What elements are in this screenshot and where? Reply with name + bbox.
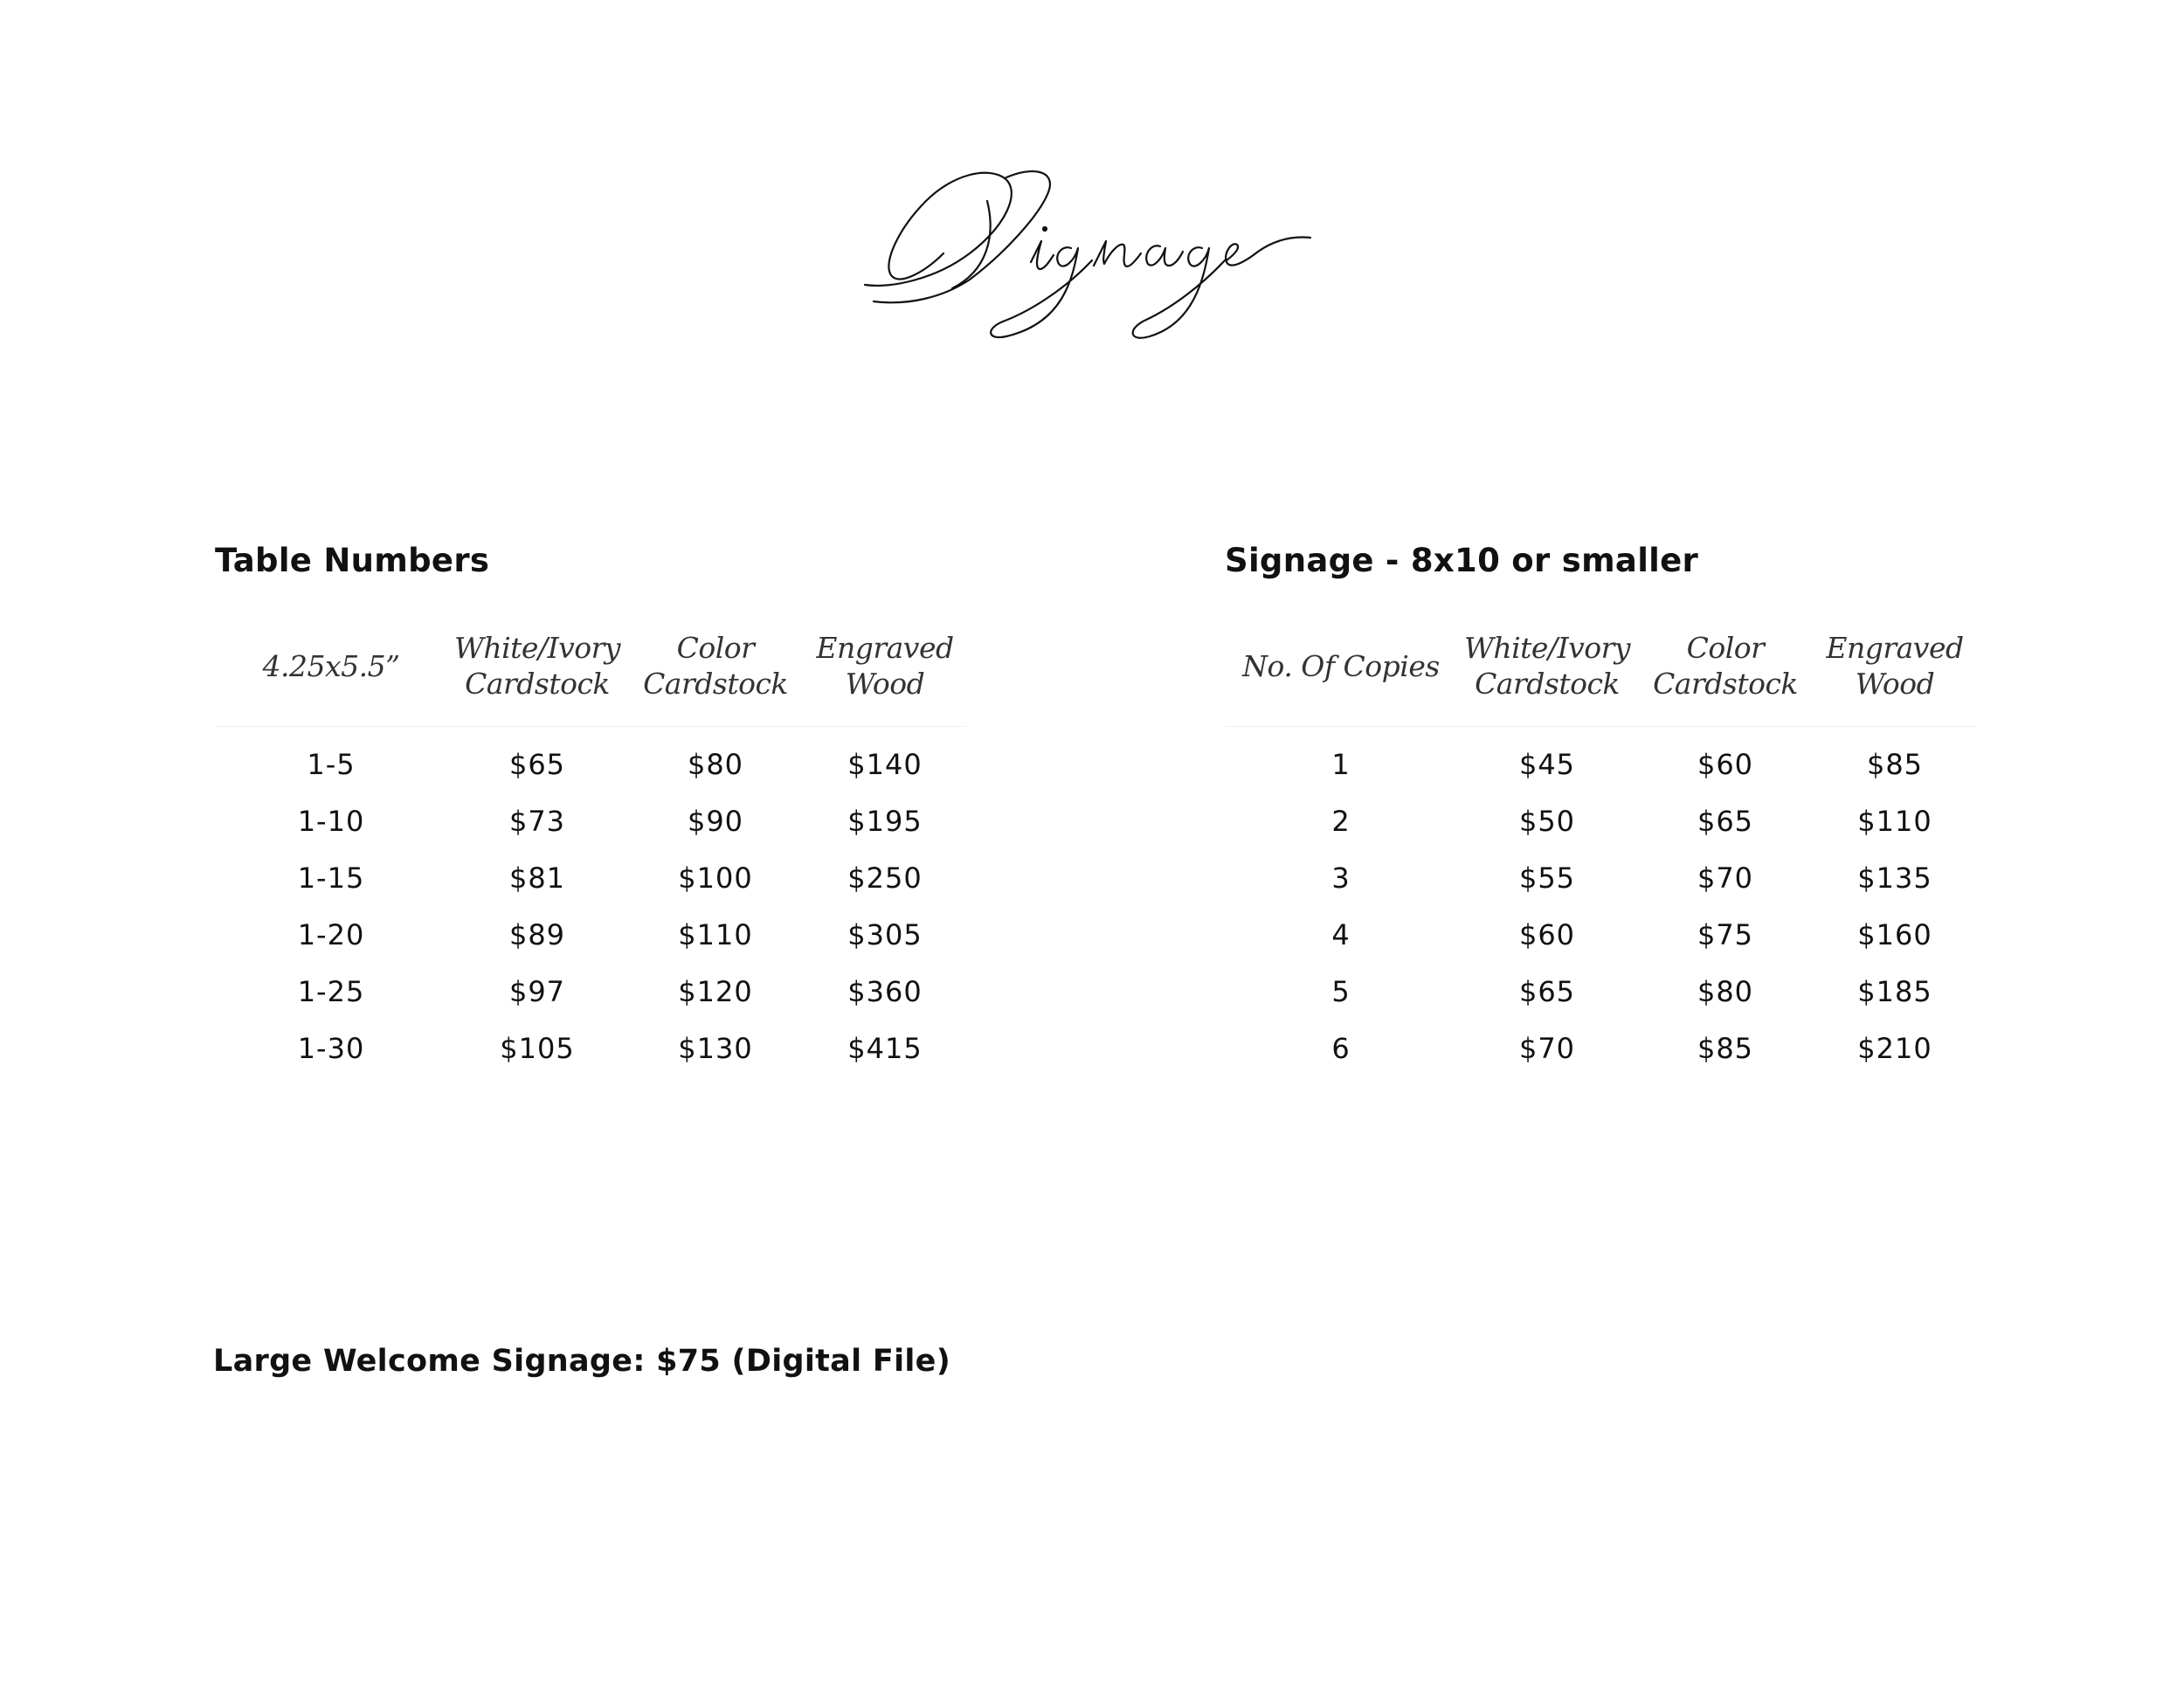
table-row <box>1225 792 1976 849</box>
table-cell: $55 <box>1518 861 1576 895</box>
table-cell: $80 <box>1697 974 1754 1008</box>
header-line: Engraved <box>816 631 954 665</box>
column-header-color <box>1637 630 1814 727</box>
table-cell: $45 <box>1518 747 1576 781</box>
table-cell: $65 <box>1697 804 1754 838</box>
header-line: Cardstock <box>465 667 610 701</box>
table-cell: 1-30 <box>297 1031 365 1065</box>
table-cell: $160 <box>1857 917 1932 951</box>
table-cell: $130 <box>678 1031 753 1065</box>
table-cell: $185 <box>1857 974 1932 1008</box>
table-row <box>215 963 966 1020</box>
header-line: No. Of Copies <box>1242 648 1440 683</box>
table-cell: 2 <box>1331 804 1351 838</box>
column-header-white-ivory <box>447 630 627 727</box>
table-cell: $210 <box>1857 1031 1932 1065</box>
header-line: Color <box>676 631 755 665</box>
table-cell: 5 <box>1331 974 1351 1008</box>
header-line: Wood <box>845 667 925 701</box>
column-header-size <box>215 630 447 727</box>
table-row <box>1225 963 1976 1020</box>
table-cell: $81 <box>508 861 566 895</box>
table-numbers-section <box>215 542 966 1076</box>
header-line: 4.25x5.5” <box>262 648 400 683</box>
table-cell: $73 <box>508 804 566 838</box>
table-row <box>215 792 966 849</box>
table-cell: $195 <box>847 804 923 838</box>
header-line: Wood <box>1855 667 1935 701</box>
table-header-row <box>215 630 966 727</box>
header-line: Color <box>1686 631 1765 665</box>
table-cell: $305 <box>847 917 923 951</box>
table-cell: 1-5 <box>307 747 356 781</box>
table-cell: $50 <box>1518 804 1576 838</box>
table-cell: 1-25 <box>297 974 365 1008</box>
table-cell: $360 <box>847 974 923 1008</box>
table-cell: $105 <box>500 1031 575 1065</box>
header-line: Engraved <box>1826 631 1964 665</box>
table-cell: $135 <box>1857 861 1932 895</box>
welcome-signage-note: Large Welcome Signage: $75 (Digital File) <box>213 1344 951 1379</box>
table-cell: $140 <box>847 747 923 781</box>
table-row <box>1225 849 1976 906</box>
table-numbers-price-table <box>215 630 966 1076</box>
table-cell: 1-15 <box>297 861 365 895</box>
table-cell: $110 <box>678 917 753 951</box>
table-cell: $89 <box>508 917 566 951</box>
table-row <box>215 849 966 906</box>
table-cell: $85 <box>1697 1031 1754 1065</box>
header-line: Cardstock <box>1475 667 1620 701</box>
table-cell: $250 <box>847 861 923 895</box>
table-cell: $60 <box>1518 917 1576 951</box>
table-cell: 1 <box>1331 747 1351 781</box>
table-cell: 1-20 <box>297 917 365 951</box>
table-cell: 6 <box>1331 1031 1351 1065</box>
table-cell: $90 <box>687 804 744 838</box>
page-title-logo <box>856 157 1328 349</box>
signage-small-price-table <box>1225 630 1976 1076</box>
table-header-row <box>1225 630 1976 727</box>
table-cell: $97 <box>508 974 566 1008</box>
table-row <box>1225 1020 1976 1076</box>
table-cell: $65 <box>1518 974 1576 1008</box>
table-cell: 4 <box>1331 917 1351 951</box>
table-row <box>215 1020 966 1076</box>
table-cell: $65 <box>508 747 566 781</box>
table-cell: $120 <box>678 974 753 1008</box>
table-cell: 1-10 <box>297 804 365 838</box>
header-line: Cardstock <box>643 667 788 701</box>
header-line: Cardstock <box>1653 667 1798 701</box>
column-header-copies <box>1225 630 1457 727</box>
header-line: White/Ivory <box>453 631 621 665</box>
table-cell: $415 <box>847 1031 923 1065</box>
column-header-white-ivory <box>1457 630 1637 727</box>
column-header-engraved <box>804 630 966 727</box>
table-row <box>215 727 966 793</box>
table-cell: $80 <box>687 747 744 781</box>
table-cell: 3 <box>1331 861 1351 895</box>
signage-small-title: Signage - 8x10 or smaller <box>1225 542 1699 579</box>
table-cell: $70 <box>1518 1031 1576 1065</box>
table-cell: $60 <box>1697 747 1754 781</box>
signage-small-section <box>1225 542 1976 1076</box>
table-row <box>1225 906 1976 963</box>
column-header-engraved <box>1814 630 1976 727</box>
table-cell: $100 <box>678 861 753 895</box>
table-cell: $70 <box>1697 861 1754 895</box>
table-cell: $110 <box>1857 804 1932 838</box>
column-header-color <box>627 630 804 727</box>
table-cell: $85 <box>1866 747 1924 781</box>
table-row <box>215 906 966 963</box>
table-row <box>1225 727 1976 793</box>
header-line: White/Ivory <box>1463 631 1631 665</box>
table-numbers-title: Table Numbers <box>215 542 490 579</box>
table-cell: $75 <box>1697 917 1754 951</box>
